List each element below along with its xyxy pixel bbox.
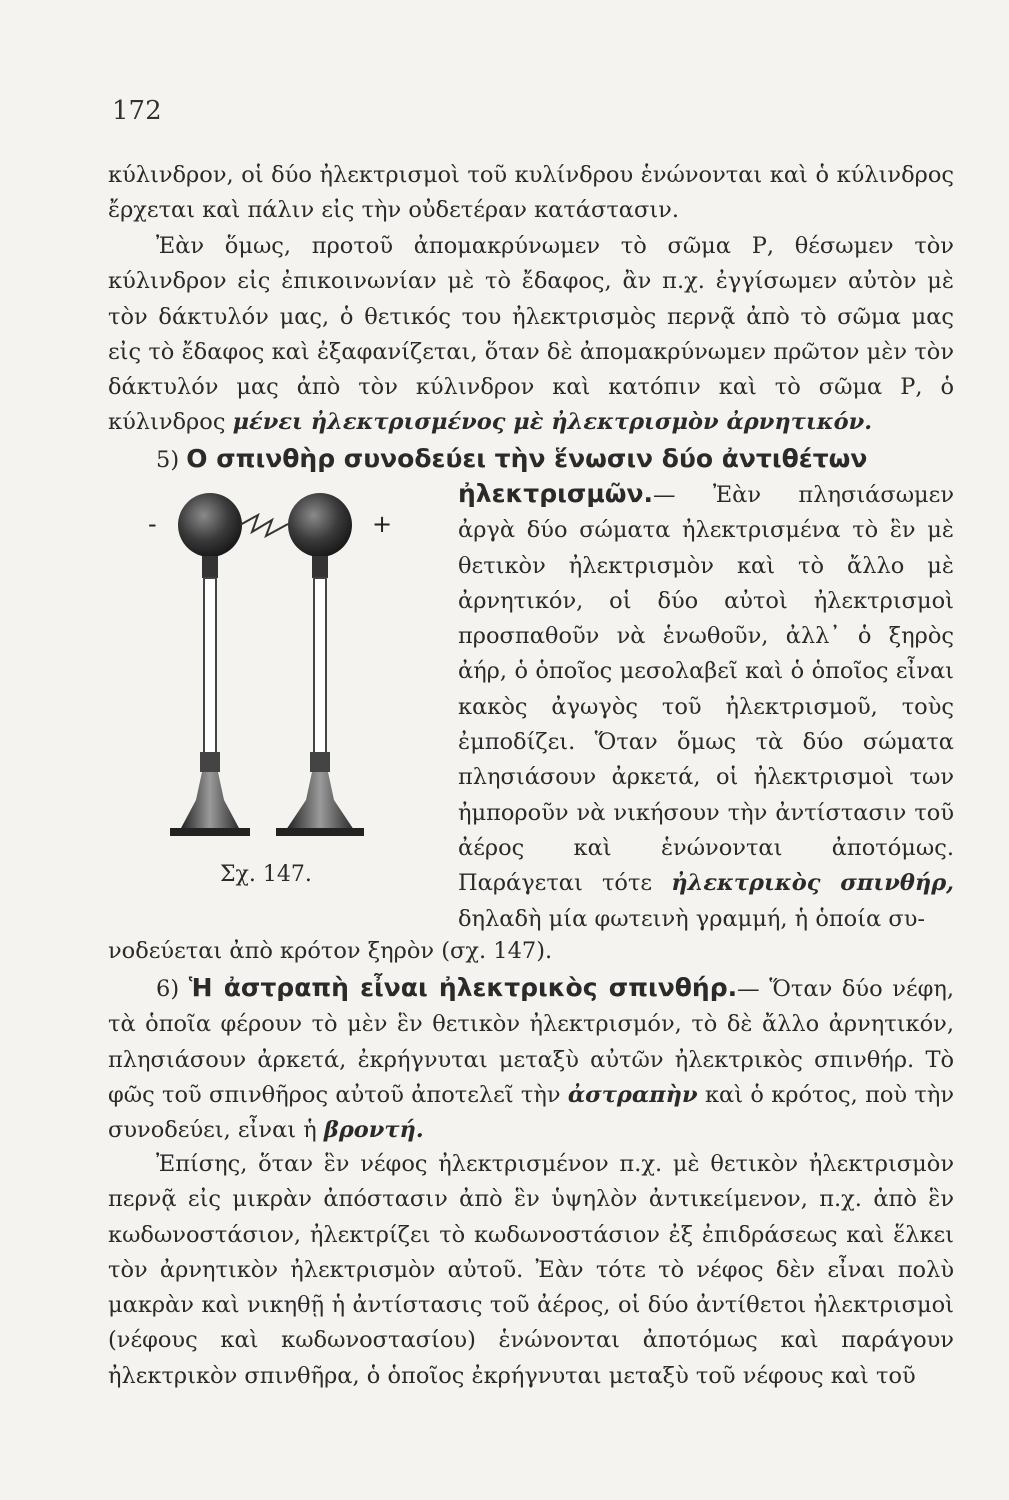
left-base [180,772,240,830]
right-joint [310,752,330,772]
section-5-text-a: — Ἐὰν πλησιάσωμεν ἀργὰ δύο σώματα ἠλεκτρισμένα τὸ ἓν μὲ θετικὸν ἠλεκτρισμὸν καὶ τὸ ἄλλο μὲ ἀρνητικόν, οἱ δύο αὐτοὶ ἠλεκτρισμοὶ προσπαθοῦν νὰ ἑνωθοῦν, ἀλλ᾽ ὁ ξηρὸς ἀήρ, ὁ ὁποῖος μεσολαβεῖ καὶ ὁ ὁποῖος εἶναι κακὸς ἀγωγὸς τοῦ ἠλεκτρισμοῦ, τοὺς ἐμποδίζει. Ὅταν ὅμως τὰ δύο σώματα πλησιάσουν ἀρκετά, οἱ ἠλεκτρισμοὶ των ἠμποροῦν νὰ νικήσουν τὴν ἀντίστασιν τοῦ ἀέρος καὶ ἑνώνονται ἀποτόμως. Παράγεται τότε [458,482,954,897]
minus-sign: - [148,510,157,538]
figure-147 [140,470,440,870]
section-6-number: 6) [156,976,180,1002]
right-rod [314,578,326,758]
page-number: 172 [112,96,162,126]
section-6-title: Ἡ ἀστραπὴ εἶναι ἠλεκτρικὸς σπινθήρ. [188,973,738,1002]
paragraph-bell-tower: Ἐπίσης, ὅταν ἓν νέφος ἠλεκτρισμένον π.χ. μὲ θετικὸν ἠλεκτρισμὸν περνᾷ εἰς μικρὰν ἀπόστασιν ἀπὸ ἓν ὑψηλὸν ἀντικείμενον, π.χ. ἀπὸ ἓν κωδωνοστάσιον, ἠλεκτρίζει τὸ κωδωνοστάσιον ἐξ ἐπιδράσεως καὶ ἕλκει τὸν ἀρνητικὸν ἠλεκτρισμὸν αὐτοῦ. Ἐὰν τότε τὸ νέφος δὲν εἶναι πολὺ μακρὰν καὶ νικηθῇ ἡ ἀντίστασις τοῦ ἀέρος, οἱ δύο ἀντίθετοι ἠλεκτρισμοὶ (νέφους καὶ κωδωνοστασίου) ἑνώνονται ἀποτόμως καὶ παράγουν ἠλεκτρικὸν σπινθῆρα, ὁ ὁποῖος ἐκρήγνυται μεταξὺ τοῦ νέφους καὶ τοῦ [108,1151,954,1389]
left-rod [204,578,216,758]
paragraph-cylinder-neutral: κύλινδρον, οἱ δύο ἠλεκτρισμοὶ τοῦ κυλίνδρου ἑνώνονται καὶ ὁ κύλινδρος ἔρχεται καὶ πάλιν εἰς τὴν οὐδετέραν κατάστασιν. [108,162,954,224]
section-5-text-b-start: δηλαδὴ μία φωτεινὴ γραμμή, ἡ ὁποία συ- [458,905,926,932]
paragraph-grounding [108,229,954,441]
paragraph-grounding-text: Ἐὰν ὅμως, προτοῦ ἀπομακρύνωμεν τὸ σῶμα Ρ, θέσωμεν τὸν κύλινδρον εἰς ἐπικοινωνίαν μὲ τὸ ἔδαφος, ἂν π.χ. ἐγγίσωμεν αὐτὸν μὲ τὸν δάκτυλόν μας, ὁ θετικός του ἠλεκτρισμὸς περνᾷ ἀπὸ τὸ σῶμα μας εἰς τὸ ἔδαφος καὶ ἐξαφανίζεται, ὅταν δὲ ἀπομακρύνωμεν πρῶτον μὲν τὸν δάκτυλόν μας ἀπὸ τὸν κύλινδρον καὶ κατόπιν καὶ τὸ σῶμα Ρ, ὁ κύλινδρος [108,233,954,436]
spark-line [240,515,288,536]
section-5-body [458,476,954,937]
section-6 [108,970,954,1148]
emphasis-electric-spark: ἠλεκτρικὸς σπινθήρ, [671,870,955,897]
right-foot [276,828,364,836]
section-5-number: 5) [156,447,180,473]
right-base [286,772,354,830]
plus-sign: + [372,510,393,538]
emphasis-negative-charge: μένει ἠλεκτρισμένος μὲ ἠλεκτρισμὸν ἀρνητικόν. [232,409,873,436]
section-5-title-cont: ἠλεκτρισμῶν. [458,479,654,508]
section-6-text-b: καὶ ὁ κρότος, ποὺ τὴν συνοδεύει, εἶναι ἡ [108,1081,955,1144]
emphasis-thunder: βροντή. [323,1117,424,1144]
section-6-text-a: — Ὅταν δύο νέφη, τὰ ὁποῖα φέρουν τὸ μὲν ἓν θετικὸν ἠλεκτρισμόν, τὸ δὲ ἄλλο ἀρνητικόν, πλησιάσουν ἀρκετά, ἐκρήγνυται μεταξὺ αὐτῶν ἠλεκτρικὸς σπινθήρ. Τὸ φῶς τοῦ σπινθῆρος αὐτοῦ ἀποτελεῖ τὴν [108,976,954,1108]
section-5-body-tail: νοδεύεται ἀπὸ κρότον ξηρὸν (σχ. 147). [108,938,553,964]
left-joint [200,752,220,772]
left-sphere [178,493,242,557]
right-collar [312,556,328,578]
left-collar [202,556,218,578]
section-5-title: Ο σπινθὴρ συνοδεύει τὴν ἕνωσιν δύο ἀντιθέτων [186,444,868,473]
spark-apparatus-illustration [140,470,440,870]
left-foot [170,828,250,836]
figure-caption: Σχ. 147. [220,862,312,887]
emphasis-lightning: ἀστραπὴν [567,1081,698,1108]
right-sphere [288,493,352,557]
